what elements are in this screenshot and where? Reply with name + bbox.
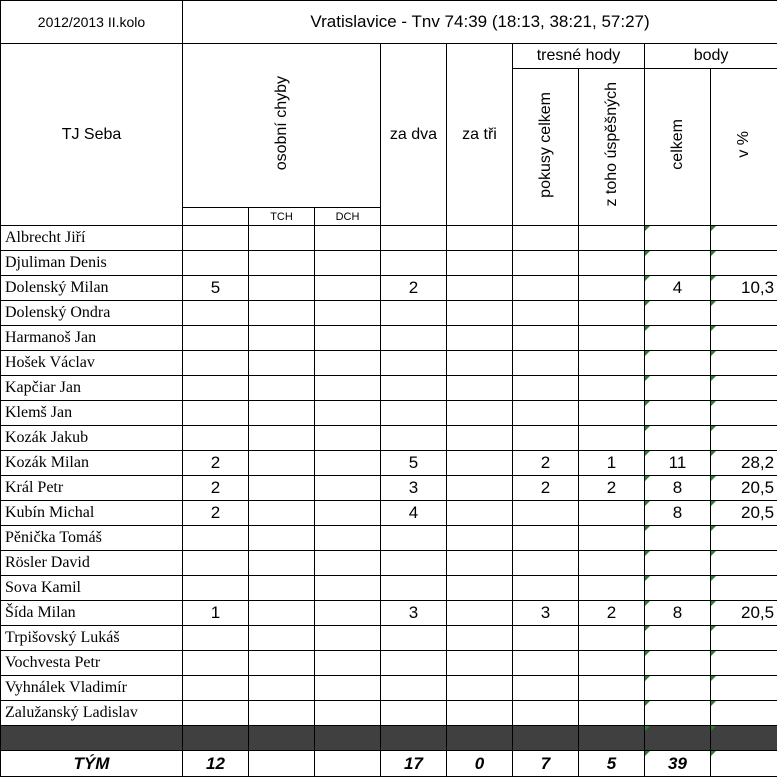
ft-attempts-label: pokusy celkem [536, 91, 554, 198]
ft-attempts-cell [513, 526, 579, 551]
two-points-cell: 4 [381, 501, 447, 526]
ft-attempts-cell [513, 426, 579, 451]
dch-cell [315, 326, 381, 351]
separator-cell [183, 726, 249, 751]
ft-attempts-cell [513, 251, 579, 276]
dch-header: DCH [315, 208, 381, 226]
fouls-cell: 2 [183, 476, 249, 501]
ft-attempts-cell [513, 301, 579, 326]
ft-made-cell [579, 376, 645, 401]
total-two-points: 17 [381, 751, 447, 777]
ft-made-cell: 2 [579, 476, 645, 501]
dch-cell [315, 526, 381, 551]
tch-cell [249, 526, 315, 551]
separator-cell [711, 726, 777, 751]
ft-made-cell [579, 276, 645, 301]
ft-made-cell [579, 301, 645, 326]
points-total-cell [645, 351, 711, 376]
points-pct-cell [711, 576, 777, 601]
table-row [1, 276, 777, 301]
points-pct-cell [711, 426, 777, 451]
two-points-cell [381, 651, 447, 676]
ft-made-cell [579, 676, 645, 701]
total-ft-attempts: 7 [513, 751, 579, 777]
points-total-cell [645, 551, 711, 576]
table-row [1, 401, 777, 426]
points-pct-cell [711, 226, 777, 251]
table-row [1, 626, 777, 651]
three-points-cell [447, 476, 513, 501]
table-row [1, 226, 777, 251]
fouls-cell [183, 351, 249, 376]
separator-cell [381, 726, 447, 751]
points-total-cell: 8 [645, 501, 711, 526]
tch-cell [249, 351, 315, 376]
ft-made-cell [579, 226, 645, 251]
two-points-header: za dva [381, 44, 447, 226]
table-row [1, 701, 777, 726]
tch-cell [249, 426, 315, 451]
ft-made-cell [579, 701, 645, 726]
two-points-cell: 3 [381, 601, 447, 626]
separator-cell [249, 726, 315, 751]
total-points: 39 [645, 751, 711, 777]
player-name: Albrecht Jiří [1, 226, 183, 251]
table-row [1, 601, 777, 626]
total-tch [249, 751, 315, 777]
separator-cell [1, 726, 183, 751]
fouls-cell: 1 [183, 601, 249, 626]
dch-cell [315, 476, 381, 501]
fouls-cell: 2 [183, 451, 249, 476]
ft-attempts-cell: 2 [513, 451, 579, 476]
ft-attempts-cell: 2 [513, 476, 579, 501]
dch-cell [315, 276, 381, 301]
tch-cell [249, 376, 315, 401]
separator-cell [315, 726, 381, 751]
points-total-cell [645, 401, 711, 426]
tch-cell [249, 601, 315, 626]
two-points-cell [381, 401, 447, 426]
table-row [1, 251, 777, 276]
player-name: Harmanoš Jan [1, 326, 183, 351]
three-points-cell [447, 701, 513, 726]
dch-cell [315, 676, 381, 701]
tch-cell [249, 676, 315, 701]
fouls-sub-empty [183, 208, 249, 226]
ft-attempts-cell [513, 276, 579, 301]
ft-attempts-cell [513, 326, 579, 351]
three-points-cell [447, 501, 513, 526]
season-round-label: 2012/2013 II.kolo [1, 1, 183, 44]
ft-attempts-cell [513, 576, 579, 601]
ft-made-cell: 1 [579, 451, 645, 476]
table-row [1, 376, 777, 401]
dch-cell [315, 601, 381, 626]
three-points-cell [447, 626, 513, 651]
points-total-cell [645, 376, 711, 401]
player-name: Kapčiar Jan [1, 376, 183, 401]
points-pct-cell: 20,5 [711, 501, 777, 526]
total-fouls: 12 [183, 751, 249, 777]
player-name: Vyhnálek Vladimír [1, 676, 183, 701]
ft-made-cell: 2 [579, 601, 645, 626]
points-pct-cell: 20,5 [711, 601, 777, 626]
points-pct-label: v % [735, 131, 753, 158]
fouls-cell [183, 626, 249, 651]
points-total-header [645, 69, 711, 226]
fouls-cell: 5 [183, 276, 249, 301]
points-pct-cell [711, 251, 777, 276]
team-name: TJ Seba [1, 44, 183, 226]
points-total-cell [645, 526, 711, 551]
fouls-cell [183, 401, 249, 426]
player-name: Rösler David [1, 551, 183, 576]
ft-made-header [579, 69, 645, 226]
total-ft-made: 5 [579, 751, 645, 777]
tch-cell [249, 626, 315, 651]
points-pct-cell [711, 626, 777, 651]
two-points-cell: 3 [381, 476, 447, 501]
ft-attempts-cell [513, 651, 579, 676]
points-total-cell [645, 426, 711, 451]
three-points-cell [447, 676, 513, 701]
ft-made-label: z toho úspěšných [602, 82, 620, 207]
dch-cell [315, 451, 381, 476]
three-points-cell [447, 426, 513, 451]
tch-cell [249, 326, 315, 351]
points-pct-cell [711, 526, 777, 551]
three-points-cell [447, 451, 513, 476]
dch-cell [315, 401, 381, 426]
points-pct-cell [711, 301, 777, 326]
three-points-cell [447, 351, 513, 376]
table-row [1, 676, 777, 701]
tch-cell [249, 576, 315, 601]
dch-cell [315, 576, 381, 601]
separator-cell [447, 726, 513, 751]
two-points-cell: 5 [381, 451, 447, 476]
points-pct-cell: 28,2 [711, 451, 777, 476]
ft-made-cell [579, 626, 645, 651]
two-points-cell [381, 326, 447, 351]
tch-cell [249, 476, 315, 501]
points-total-cell: 11 [645, 451, 711, 476]
player-name: Hošek Václav [1, 351, 183, 376]
dch-cell [315, 426, 381, 451]
total-pct [711, 751, 777, 777]
ft-made-cell [579, 551, 645, 576]
ft-made-cell [579, 401, 645, 426]
three-points-cell [447, 326, 513, 351]
points-total-cell: 8 [645, 601, 711, 626]
separator-cell [579, 726, 645, 751]
points-total-cell: 8 [645, 476, 711, 501]
three-points-cell [447, 551, 513, 576]
dch-cell [315, 626, 381, 651]
personal-fouls-header [183, 44, 381, 208]
match-title: Vratislavice - Tnv 74:39 (18:13, 38:21, 57:27) [183, 1, 777, 44]
table-row [1, 351, 777, 376]
player-name: Šída Milan [1, 601, 183, 626]
ft-attempts-cell [513, 401, 579, 426]
tch-cell [249, 276, 315, 301]
table-row [1, 301, 777, 326]
tch-header: TCH [249, 208, 315, 226]
points-total-cell [645, 251, 711, 276]
fouls-cell [183, 376, 249, 401]
ft-made-cell [579, 251, 645, 276]
player-name: Pěnička Tomáš [1, 526, 183, 551]
ft-attempts-header [513, 69, 579, 226]
points-pct-cell [711, 551, 777, 576]
fouls-cell: 2 [183, 501, 249, 526]
points-total-label: celkem [668, 119, 686, 170]
free-throws-header: tresné hody [513, 44, 645, 69]
player-name: Zalužanský Ladislav [1, 701, 183, 726]
ft-attempts-cell [513, 351, 579, 376]
points-total-cell [645, 676, 711, 701]
three-points-cell [447, 576, 513, 601]
points-pct-cell [711, 701, 777, 726]
three-points-cell [447, 376, 513, 401]
points-total-cell [645, 651, 711, 676]
three-points-cell [447, 251, 513, 276]
points-pct-cell: 10,3 [711, 276, 777, 301]
points-total-cell: 4 [645, 276, 711, 301]
points-total-cell [645, 226, 711, 251]
fouls-cell [183, 651, 249, 676]
fouls-cell [183, 676, 249, 701]
ft-attempts-cell [513, 376, 579, 401]
player-name: Kozák Milan [1, 451, 183, 476]
separator-row [1, 726, 777, 751]
dch-cell [315, 501, 381, 526]
two-points-cell [381, 426, 447, 451]
ft-made-cell [579, 351, 645, 376]
ft-made-cell [579, 501, 645, 526]
tch-cell [249, 551, 315, 576]
tch-cell [249, 651, 315, 676]
table-row [1, 551, 777, 576]
ft-attempts-cell [513, 701, 579, 726]
fouls-cell [183, 551, 249, 576]
two-points-cell [381, 351, 447, 376]
ft-attempts-cell [513, 226, 579, 251]
table-row [1, 526, 777, 551]
separator-cell [645, 726, 711, 751]
points-total-cell [645, 326, 711, 351]
tch-cell [249, 501, 315, 526]
points-pct-cell: 20,5 [711, 476, 777, 501]
two-points-cell [381, 701, 447, 726]
table-row [1, 451, 777, 476]
fouls-cell [183, 326, 249, 351]
table-row [1, 576, 777, 601]
dch-cell [315, 376, 381, 401]
player-name: Kubín Michal [1, 501, 183, 526]
tch-cell [249, 226, 315, 251]
points-pct-cell [711, 651, 777, 676]
two-points-cell [381, 226, 447, 251]
three-points-header: za tři [447, 44, 513, 226]
ft-made-cell [579, 526, 645, 551]
player-name: Král Petr [1, 476, 183, 501]
two-points-cell [381, 626, 447, 651]
two-points-cell [381, 551, 447, 576]
table-row [1, 476, 777, 501]
three-points-cell [447, 651, 513, 676]
player-name: Dolenský Milan [1, 276, 183, 301]
dch-cell [315, 301, 381, 326]
ft-made-cell [579, 426, 645, 451]
points-pct-cell [711, 676, 777, 701]
ft-made-cell [579, 576, 645, 601]
dch-cell [315, 251, 381, 276]
dch-cell [315, 351, 381, 376]
player-name: Trpišovský Lukáš [1, 626, 183, 651]
dch-cell [315, 701, 381, 726]
tch-cell [249, 451, 315, 476]
total-three-points: 0 [447, 751, 513, 777]
fouls-cell [183, 251, 249, 276]
points-total-cell [645, 701, 711, 726]
three-points-cell [447, 526, 513, 551]
personal-fouls-label: osobní chyby [272, 75, 290, 171]
fouls-cell [183, 701, 249, 726]
player-name: Vochvesta Petr [1, 651, 183, 676]
points-pct-cell [711, 351, 777, 376]
dch-cell [315, 651, 381, 676]
two-points-cell [381, 526, 447, 551]
player-name: Klemš Jan [1, 401, 183, 426]
dch-cell [315, 226, 381, 251]
points-total-cell [645, 626, 711, 651]
dch-cell [315, 551, 381, 576]
ft-attempts-cell [513, 501, 579, 526]
points-total-cell [645, 576, 711, 601]
two-points-cell [381, 676, 447, 701]
points-pct-header [711, 69, 777, 226]
two-points-cell: 2 [381, 276, 447, 301]
separator-cell [513, 726, 579, 751]
points-pct-cell [711, 376, 777, 401]
fouls-cell [183, 226, 249, 251]
ft-attempts-cell [513, 676, 579, 701]
fouls-cell [183, 301, 249, 326]
ft-attempts-cell [513, 551, 579, 576]
three-points-cell [447, 401, 513, 426]
tch-cell [249, 301, 315, 326]
points-header: body [645, 44, 777, 69]
team-total-label: TÝM [1, 751, 183, 777]
tch-cell [249, 701, 315, 726]
ft-attempts-cell [513, 626, 579, 651]
three-points-cell [447, 276, 513, 301]
two-points-cell [381, 576, 447, 601]
total-dch [315, 751, 381, 777]
team-total-row [1, 751, 777, 777]
ft-attempts-cell: 3 [513, 601, 579, 626]
two-points-cell [381, 251, 447, 276]
tch-cell [249, 251, 315, 276]
ft-made-cell [579, 326, 645, 351]
fouls-cell [183, 426, 249, 451]
three-points-cell [447, 301, 513, 326]
player-name: Sova Kamil [1, 576, 183, 601]
points-total-cell [645, 301, 711, 326]
points-pct-cell [711, 326, 777, 351]
player-name: Kozák Jakub [1, 426, 183, 451]
points-pct-cell [711, 401, 777, 426]
two-points-cell [381, 376, 447, 401]
three-points-cell [447, 601, 513, 626]
player-name: Djuliman Denis [1, 251, 183, 276]
table-row [1, 651, 777, 676]
table-row [1, 426, 777, 451]
fouls-cell [183, 526, 249, 551]
ft-made-cell [579, 651, 645, 676]
player-name: Dolenský Ondra [1, 301, 183, 326]
two-points-cell [381, 301, 447, 326]
table-row [1, 326, 777, 351]
table-row [1, 501, 777, 526]
fouls-cell [183, 576, 249, 601]
tch-cell [249, 401, 315, 426]
three-points-cell [447, 226, 513, 251]
